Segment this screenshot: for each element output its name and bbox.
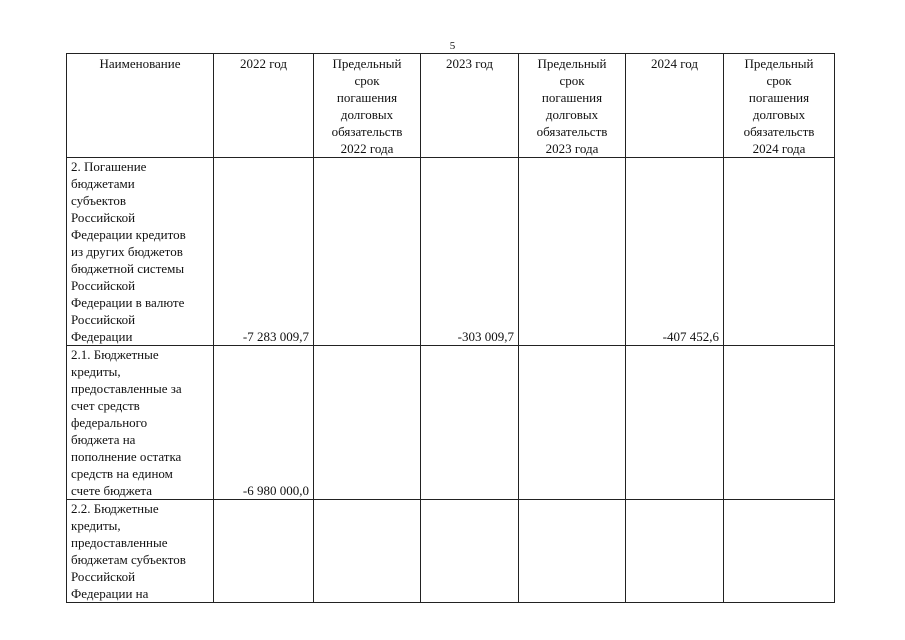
value-2022-cell: -6 980 000,0 [214,346,314,500]
term-2022-cell [314,500,421,603]
table-header-row [67,54,835,158]
row-name-cell: 2.1. Бюджетные кредиты, предоставленные за счет средств федерального бюджета на пополнение остатка средств на едином счете бюджета [67,346,214,500]
value-2024-cell: -407 452,6 [626,158,724,346]
table-row [67,500,835,603]
term-2024-cell [724,500,835,603]
row-name-cell: 2. Погашение бюджетами субъектов Российской Федерации кредитов из других бюджетов бюджетной системы Российской Федерации в валюте Российской Федерации [67,158,214,346]
header-term-2023: Предельный срок погашения долговых обязательств 2023 года [519,54,626,158]
term-2024-cell [724,158,835,346]
page-number: 5 [449,40,456,52]
term-2023-cell [519,158,626,346]
value-2023-cell: -303 009,7 [421,158,519,346]
value-2023-cell [421,500,519,603]
value-2022-cell: -7 283 009,7 [214,158,314,346]
value-2023-cell [421,346,519,500]
term-2023-cell [519,346,626,500]
term-2022-cell [314,158,421,346]
value-2024-cell [626,500,724,603]
header-2023: 2023 год [421,54,519,158]
term-2024-cell [724,346,835,500]
table-row [67,346,835,500]
term-2022-cell [314,346,421,500]
header-2022: 2022 год [214,54,314,158]
header-name: Наименование [67,54,214,158]
header-2024: 2024 год [626,54,724,158]
value-2022-cell [214,500,314,603]
borrowing-table [66,53,835,603]
row-name-cell: 2.2. Бюджетные кредиты, предоставленные бюджетам субъектов Российской Федерации на [67,500,214,603]
value-2024-cell [626,346,724,500]
term-2023-cell [519,500,626,603]
header-term-2024: Предельный срок погашения долговых обязательств 2024 года [724,54,835,158]
table-row [67,158,835,346]
header-term-2022: Предельный срок погашения долговых обязательств 2022 года [314,54,421,158]
